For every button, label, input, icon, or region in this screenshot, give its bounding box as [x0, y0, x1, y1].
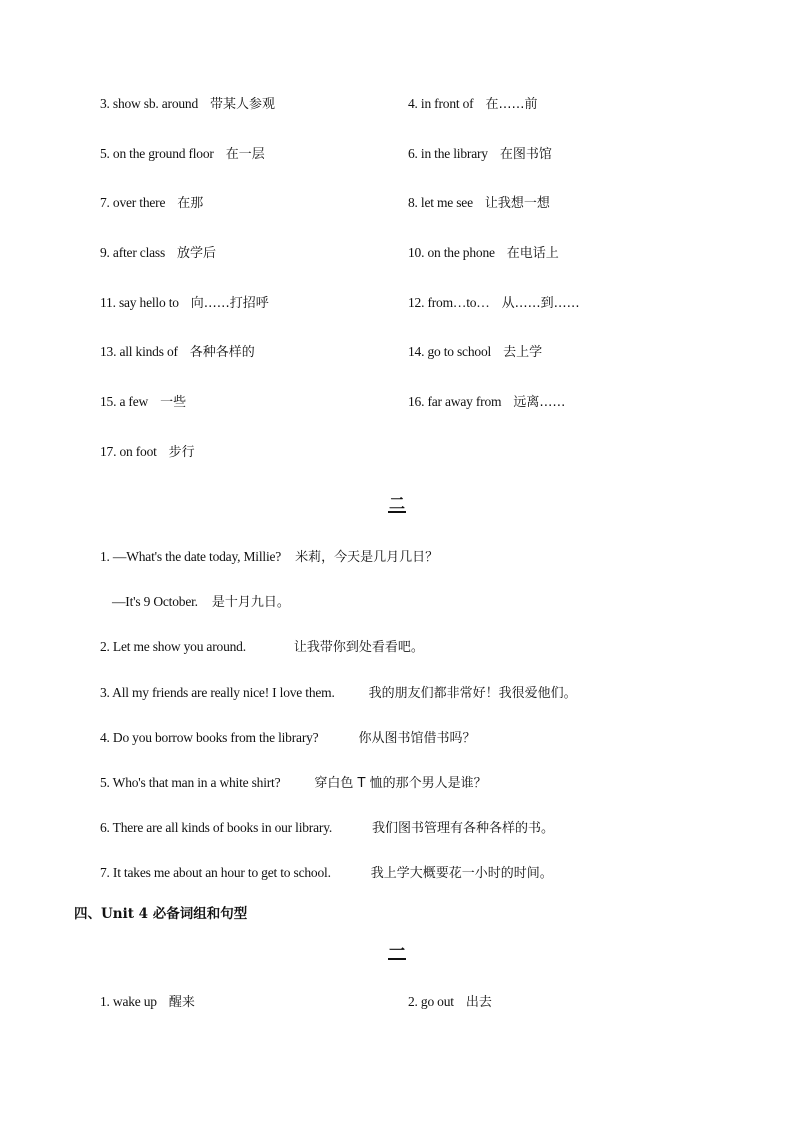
phrase-en: 16. far away from — [408, 394, 502, 410]
sentence-zh: 让我带你到处看看吧。 — [293, 640, 424, 656]
sentence-item — [100, 592, 740, 637]
sentence-en: 7. It takes me about an hour to get to school. — [100, 865, 331, 881]
phrase-en: 6. in the library — [408, 145, 488, 161]
phrase-en: 1. wake up — [100, 994, 157, 1009]
sentence-en: 4. Do you borrow books from the library? — [100, 729, 319, 745]
phrase-item — [100, 342, 255, 363]
phrase-en: 3. show sb. around — [100, 96, 199, 111]
phrase-zh: 各种各样的 — [189, 345, 255, 361]
phrase-zh: 在电话上 — [506, 246, 559, 262]
phrase-zh: 步行 — [168, 444, 195, 460]
phrase-en: 10. on the phone — [408, 245, 495, 261]
sentence-en: 2. Let me show you around. — [100, 639, 246, 655]
sentence-zh: 米莉，今天是几月几日？ — [295, 550, 439, 565]
phrase-row — [100, 442, 740, 492]
phrase-item — [100, 992, 195, 1013]
phrase-item — [408, 193, 550, 214]
phrase-item — [100, 243, 216, 264]
sentence-item — [100, 773, 740, 818]
sentence-list — [100, 547, 740, 909]
phrase-zh: 远离…… — [513, 395, 566, 411]
phrase-item — [408, 392, 565, 413]
sentence-item — [100, 728, 740, 773]
section-one-mark — [0, 941, 794, 960]
phrase-item — [408, 992, 492, 1013]
phrase-zh: 向……打招呼 — [190, 295, 269, 311]
phrase-item — [408, 94, 537, 115]
phrase-en: 13. all kinds of — [100, 344, 178, 360]
phrase-row — [100, 293, 740, 343]
phrase-list-part2 — [100, 992, 740, 1042]
sentence-en: —It's 9 October. — [112, 594, 198, 610]
phrase-row — [100, 392, 740, 442]
phrase-item — [100, 193, 203, 214]
phrase-zh: 从……到…… — [501, 295, 580, 311]
phrase-en: 12. from…to… — [408, 294, 490, 310]
sentence-en: 5. Who's that man in a white shirt? — [100, 774, 281, 790]
phrase-en: 4. in front of — [408, 96, 474, 111]
phrase-item — [408, 293, 580, 314]
phrase-en: 8. let me see — [408, 195, 473, 211]
phrase-row — [100, 243, 740, 293]
phrase-row — [100, 342, 740, 392]
sentence-item — [100, 818, 740, 863]
sentence-zh: 我的朋友们都非常好！我很爱他们。 — [368, 685, 577, 701]
phrase-item — [100, 442, 195, 463]
phrase-item — [100, 144, 265, 165]
phrase-row — [100, 193, 740, 243]
phrase-zh: 出去 — [465, 995, 492, 1010]
sentence-zh: 你从图书馆借书吗？ — [358, 730, 476, 746]
phrase-item — [100, 94, 275, 115]
phrase-row — [100, 144, 740, 194]
sentence-item — [100, 547, 740, 592]
phrase-zh: 一些 — [160, 395, 187, 411]
sentence-zh: 是十月九日。 — [211, 595, 290, 611]
phrase-zh: 去上学 — [503, 345, 543, 361]
sentence-en: 3. All my friends are really nice! I love them. — [100, 684, 335, 700]
unit4-heading: 四、Unit 4 必备词组和句型 — [74, 906, 248, 922]
phrase-zh: 在一层 — [225, 146, 265, 162]
phrase-item — [408, 342, 542, 363]
phrase-zh: 在图书馆 — [499, 146, 552, 162]
section-one-label: 一 — [388, 941, 405, 960]
phrase-en: 17. on foot — [100, 443, 157, 459]
phrase-zh: 带某人参观 — [210, 97, 276, 112]
phrase-en: 14. go to school — [408, 344, 492, 360]
sentence-item — [100, 637, 740, 682]
phrase-en: 2. go out — [408, 994, 454, 1009]
phrase-en: 15. a few — [100, 394, 149, 410]
phrase-item — [100, 392, 186, 413]
phrase-row — [100, 94, 740, 144]
phrase-en: 11. say hello to — [100, 294, 179, 310]
sentence-zh: 我们图书管理有各种各样的书。 — [372, 821, 555, 837]
phrase-en: 5. on the ground floor — [100, 145, 214, 161]
phrase-zh: 醒来 — [168, 995, 195, 1010]
sentence-en: 1. —What's the date today, Millie? — [100, 549, 282, 564]
phrase-zh: 放学后 — [177, 246, 217, 262]
phrase-item — [408, 144, 552, 165]
sentence-item — [100, 683, 740, 728]
sentence-zh: 穿白色 T 恤的那个男人是谁？ — [314, 775, 487, 791]
phrase-en: 7. over there — [100, 195, 166, 211]
phrase-item — [408, 243, 559, 264]
phrase-item — [100, 293, 269, 314]
section-two-label: 二 — [388, 494, 405, 513]
phrase-row — [100, 992, 740, 1042]
phrase-zh: 让我想一想 — [484, 196, 550, 212]
sentence-en: 6. There are all kinds of books in our library. — [100, 820, 333, 836]
sentence-zh: 我上学大概要花一小时的时间。 — [370, 866, 553, 882]
phrase-zh: 在那 — [177, 196, 204, 212]
section-two-mark — [0, 494, 794, 513]
phrase-list-part1 — [100, 94, 740, 492]
phrase-en: 9. after class — [100, 245, 166, 261]
phrase-zh: 在……前 — [485, 97, 538, 112]
